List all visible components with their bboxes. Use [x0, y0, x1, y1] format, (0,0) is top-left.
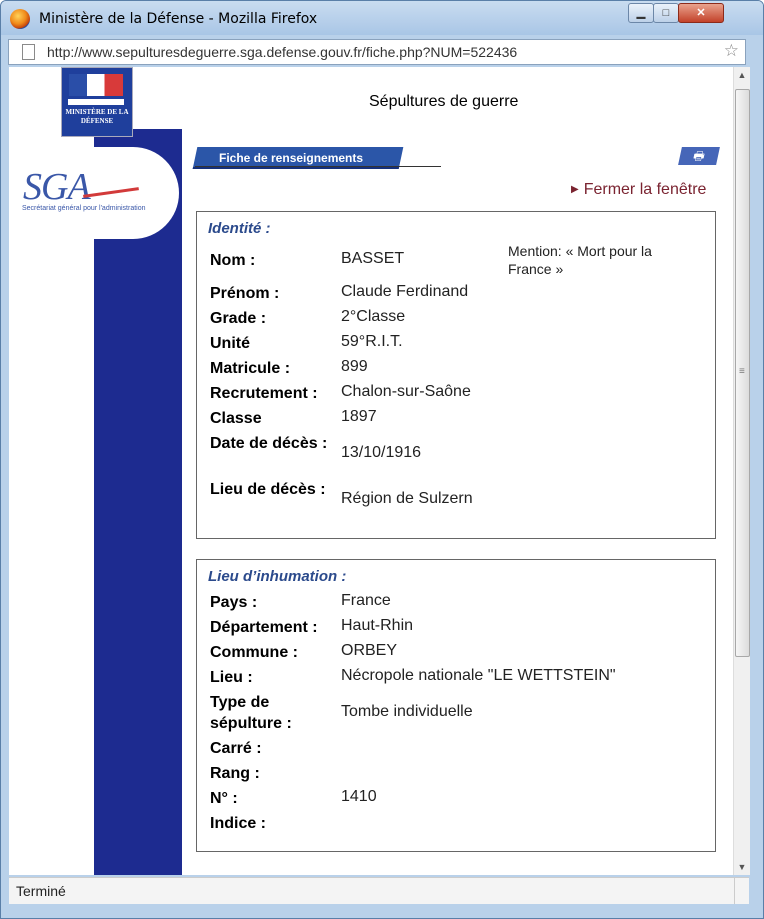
field-label: Type de sépulture :: [210, 694, 292, 732]
sga-logo: [9, 147, 179, 239]
sga-text: SGA: [23, 166, 90, 208]
field-label: Commune :: [210, 644, 298, 661]
close-window-button[interactable]: ✕: [678, 3, 724, 23]
inhumation-title: Lieu d’inhumation :: [208, 568, 347, 585]
field-label: Lieu :: [210, 669, 253, 686]
field-value: Haut-Rhin: [341, 617, 414, 634]
ministere-text: MINISTÈRE DE LA DÉFENSE: [65, 108, 129, 125]
field-label: Grade :: [210, 310, 267, 327]
inhumation-section: [196, 559, 716, 852]
close-link-label: Fermer la fenêtre: [583, 181, 707, 198]
field-value: BASSET: [341, 250, 405, 267]
address-bar[interactable]: [8, 39, 746, 65]
field-label: Classe: [210, 410, 262, 427]
field-label: Indice :: [210, 815, 267, 832]
field-value: Chalon-sur-Saône: [341, 383, 471, 400]
maximize-button[interactable]: □: [653, 3, 679, 23]
field-value: 2°Classe: [341, 308, 406, 325]
field-label: Matricule :: [210, 360, 291, 377]
window-title: Ministère de la Défense - Mozilla Firefox: [39, 11, 318, 27]
field-label: Nom :: [210, 252, 256, 269]
marianne-flag: [69, 74, 123, 96]
ministere-logo: [61, 67, 133, 137]
field-value: ORBEY: [341, 642, 398, 659]
url-text[interactable]: http://www.sepulturesdeguerre.sga.defense.gouv.fr/fiche.php?NUM=522436: [47, 44, 518, 60]
flag-caption: [68, 99, 124, 105]
field-value: France: [341, 592, 391, 609]
scroll-thumb[interactable]: [735, 89, 750, 657]
scroll-down-icon[interactable]: ▼: [737, 862, 747, 872]
sga-subtitle: Secrétariat général pour l'administration: [22, 205, 146, 212]
bookmark-star-icon[interactable]: ☆: [723, 41, 739, 60]
page-icon: [22, 44, 35, 60]
firefox-icon: [10, 9, 30, 29]
sga-swoosh: [83, 187, 139, 198]
status-text: Terminé: [16, 883, 66, 899]
field-value: 1897: [341, 408, 377, 425]
field-label: Recrutement :: [210, 385, 318, 402]
field-value: 1410: [341, 788, 377, 805]
page-title: Sépultures de guerre: [369, 93, 519, 110]
left-blue-column: [94, 129, 182, 875]
vertical-scrollbar[interactable]: [733, 67, 750, 875]
field-label: Lieu de décès :: [210, 481, 326, 498]
field-value: 59°R.I.T.: [341, 333, 403, 350]
status-bar: [9, 877, 749, 904]
field-value: Nécropole nationale "LE WETTSTEIN": [341, 667, 616, 684]
identite-title: Identité :: [208, 220, 271, 237]
field-label: N° :: [210, 790, 238, 807]
field-label: Prénom :: [210, 285, 280, 302]
grip-icon: ≡: [739, 366, 745, 377]
field-label: Carré :: [210, 740, 262, 757]
field-value: 13/10/1916: [341, 444, 422, 461]
tab-underline: [195, 166, 441, 167]
print-icon[interactable]: 🖶: [678, 147, 720, 165]
minimize-button[interactable]: ▁: [628, 3, 654, 23]
arrow-right-icon: ▶: [571, 184, 579, 195]
field-value: 899: [341, 358, 368, 375]
identite-section: [196, 211, 716, 539]
field-value: Tombe individuelle: [341, 703, 473, 720]
field-label: Pays :: [210, 594, 258, 611]
page-viewport: [9, 67, 733, 875]
close-window-link[interactable]: [571, 181, 706, 199]
tab-fiche-renseignements[interactable]: Fiche de renseignements: [219, 151, 364, 165]
field-label: Unité: [210, 335, 250, 352]
field-label: Rang :: [210, 765, 260, 782]
title-bar: [1, 1, 763, 35]
scroll-up-icon[interactable]: ▲: [737, 70, 747, 80]
field-label: Département :: [210, 619, 318, 636]
mention-text: Mention: « Mort pour la France »: [508, 243, 652, 277]
resize-grip[interactable]: [734, 878, 749, 904]
field-label: Date de décès :: [210, 435, 328, 452]
field-value: Région de Sulzern: [341, 490, 473, 507]
field-value: Claude Ferdinand: [341, 283, 469, 300]
